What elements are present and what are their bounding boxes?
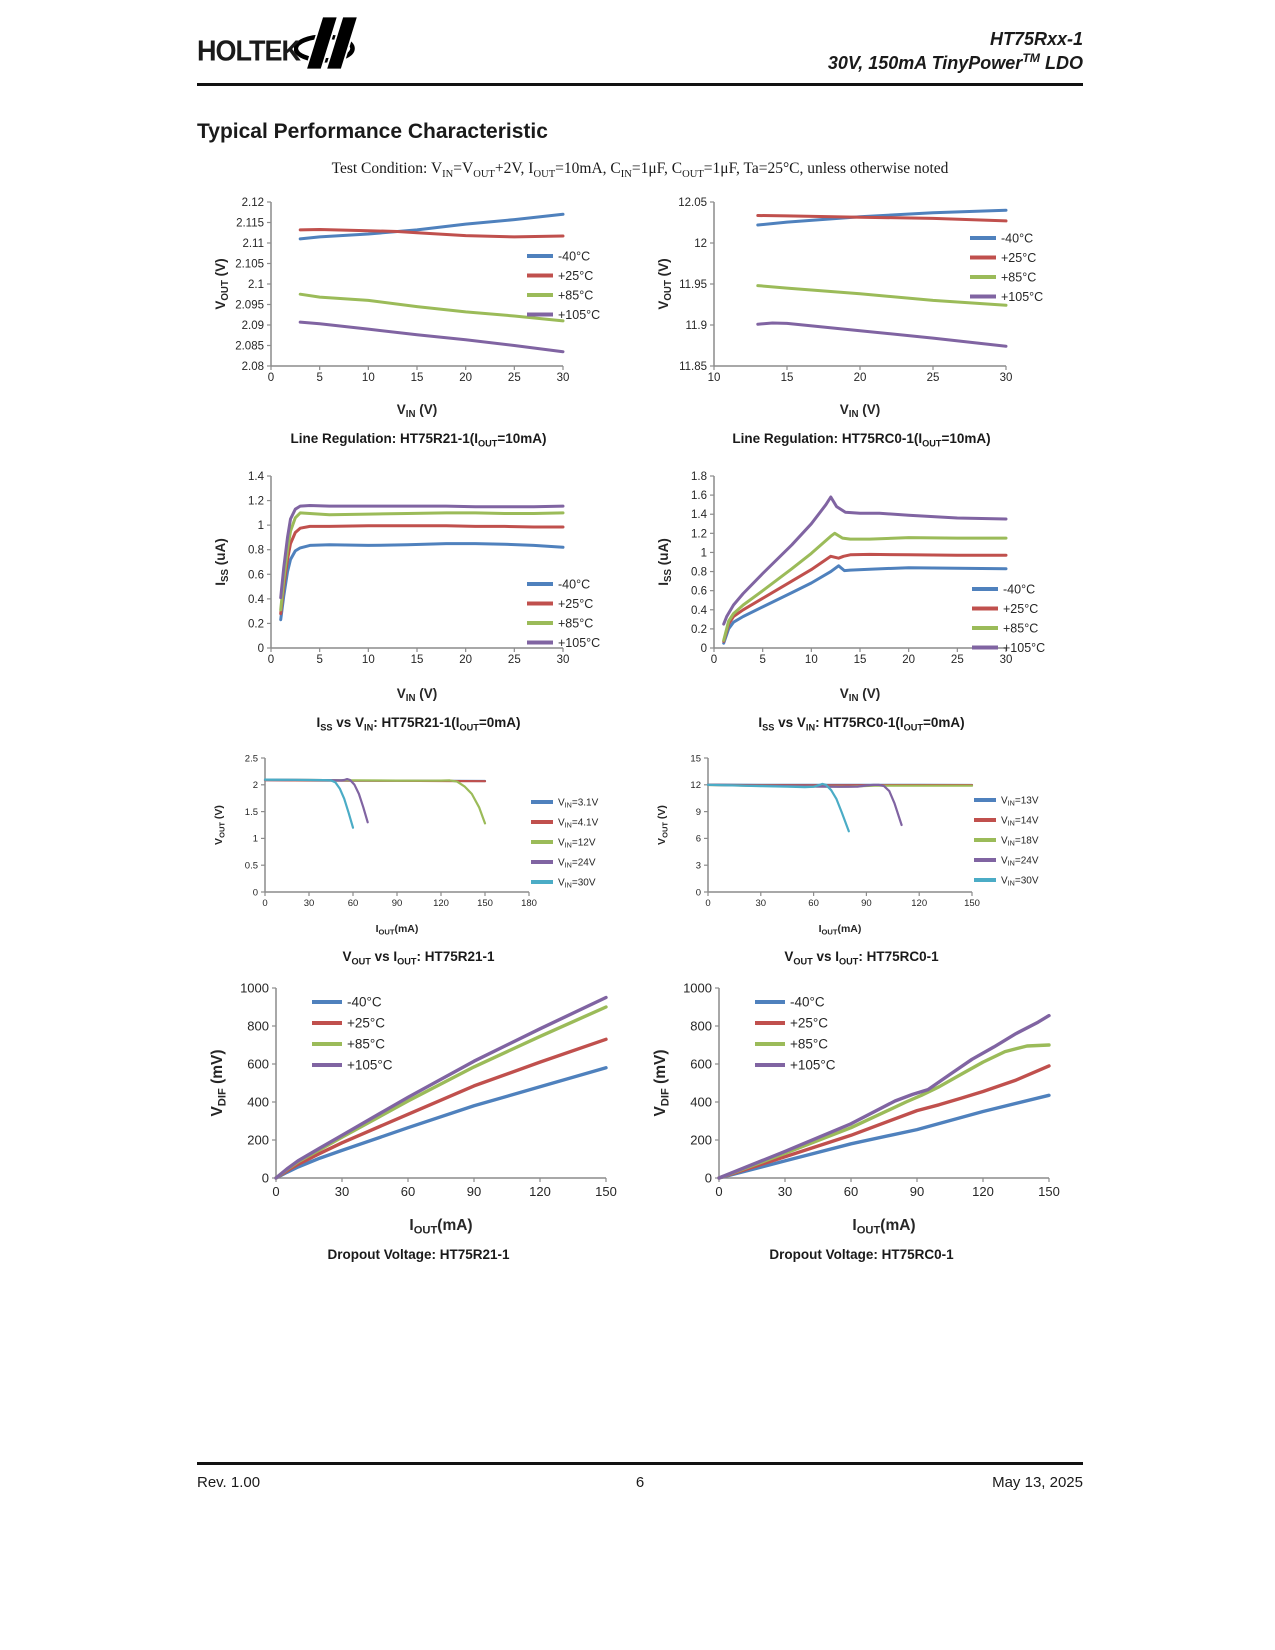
svg-text:90: 90 <box>391 898 402 910</box>
svg-text:30: 30 <box>999 372 1012 385</box>
svg-text:+25°C: +25°C <box>1002 601 1038 616</box>
svg-text:11.9: 11.9 <box>684 320 707 333</box>
svg-text:1.4: 1.4 <box>690 509 707 522</box>
chart-dropout-voltage-ht75rc0 <box>647 978 1077 1241</box>
svg-text:25: 25 <box>507 654 521 667</box>
svg-text:ISS (uA): $I_{SS}$ (uA) <box>212 538 231 586</box>
svg-text:15: 15 <box>853 654 866 667</box>
chart-caption: Line Regulation: $HT75RC0-1(I_{OUT}=10mA)$ <box>732 431 991 449</box>
svg-text:1.4: 1.4 <box>247 471 264 484</box>
svg-text:0.6: 0.6 <box>247 569 264 582</box>
chart-cell <box>197 978 640 1272</box>
svg-text:5: 5 <box>315 372 323 385</box>
svg-text:2.11: 2.11 <box>241 238 264 251</box>
svg-text:+85°C: +85°C <box>1002 621 1038 636</box>
svg-text:150: 150 <box>594 1183 617 1199</box>
chart-line-regulation-ht75r21 <box>209 192 629 425</box>
svg-text:11.95: 11.95 <box>678 279 707 292</box>
header-rule <box>197 83 1083 86</box>
svg-text:2.5: 2.5 <box>244 753 258 765</box>
chart-caption: $I_{SS}$ vs $V_{IN}$: $HT75RC0-1(I_{OUT}=0mA)$ <box>758 715 965 733</box>
svg-text:VIN (V): $V_{IN}$ (V) <box>396 402 437 420</box>
svg-text:-40°C: -40°C <box>1002 582 1035 597</box>
svg-text:1.5: 1.5 <box>244 806 258 818</box>
svg-text:+85°C: +85°C <box>1000 270 1036 285</box>
svg-text:+105°C: +105°C <box>557 307 600 322</box>
section-title: Typical Performance Characteristic <box>197 120 548 143</box>
svg-text:60: 60 <box>347 898 358 910</box>
svg-text:2.09: 2.09 <box>241 320 264 333</box>
svg-text:12.05: 12.05 <box>677 197 707 210</box>
product-subtitle: 30V, 150mA TinyPower™ LDO <box>827 50 1083 73</box>
chart-iss-vs-vin-ht75r21 <box>209 466 629 709</box>
holtek-logo-icon <box>294 14 358 77</box>
svg-text:VDIF (mV): $V_{DIF}$ (mV) <box>651 1049 671 1117</box>
svg-text:12: 12 <box>689 780 701 792</box>
svg-text:+25°C: +25°C <box>1000 250 1036 265</box>
svg-text:1.2: 1.2 <box>690 528 707 541</box>
svg-text:0.4: 0.4 <box>247 593 264 606</box>
svg-text:VIN=12V: $V_{IN}=12V$ <box>557 837 595 850</box>
svg-text:+105°C: +105°C <box>1002 640 1045 655</box>
svg-text:VOUT (V): $V_{OUT}$ (V) <box>212 805 226 845</box>
svg-text:VIN=30V: $V_{IN}=30V$ <box>557 877 595 890</box>
svg-text:0.2: 0.2 <box>690 623 707 636</box>
svg-text:25: 25 <box>926 372 939 385</box>
footer-revision: Rev. 1.00 <box>197 1474 261 1491</box>
svg-text:VIN=18V: $V_{IN}=18V$ <box>1000 835 1038 848</box>
svg-text:1: 1 <box>257 520 264 533</box>
page-footer <box>197 1462 1083 1491</box>
svg-text:5: 5 <box>758 654 766 667</box>
svg-text:0.4: 0.4 <box>690 604 707 617</box>
svg-text:2.08: 2.08 <box>241 361 264 374</box>
holtek-logo <box>197 26 358 77</box>
svg-text:IOUT(mA): $I_{OUT}(mA)$ <box>851 1217 916 1236</box>
svg-text:2: 2 <box>252 780 258 792</box>
svg-text:+25°C: +25°C <box>557 268 593 283</box>
svg-text:400: 400 <box>689 1094 712 1110</box>
svg-text:+25°C: +25°C <box>346 1015 385 1031</box>
svg-text:200: 200 <box>689 1132 712 1148</box>
svg-text:90: 90 <box>909 1183 924 1199</box>
svg-text:VIN (V): $V_{IN}$ (V) <box>396 686 437 704</box>
charts-grid <box>197 192 1083 1272</box>
svg-text:1.8: 1.8 <box>690 471 707 484</box>
svg-text:200: 200 <box>246 1132 269 1148</box>
svg-text:180: 180 <box>520 898 537 910</box>
svg-text:-40°C: -40°C <box>557 249 590 264</box>
svg-text:VOUT (V): $V_{OUT}$ (V) <box>655 805 669 845</box>
svg-text:3: 3 <box>695 860 701 872</box>
svg-text:ISS (uA): $I_{SS}$ (uA) <box>655 538 674 586</box>
svg-text:+25°C: +25°C <box>789 1015 828 1031</box>
svg-text:30: 30 <box>556 654 569 667</box>
svg-text:VOUT (V): $V_{OUT}$ (V) <box>655 258 674 310</box>
svg-text:150: 150 <box>963 898 980 910</box>
svg-text:0.6: 0.6 <box>690 585 707 598</box>
svg-text:2.095: 2.095 <box>234 299 264 312</box>
svg-text:+85°C: +85°C <box>789 1036 828 1052</box>
svg-text:0.5: 0.5 <box>244 860 258 872</box>
svg-text:2.105: 2.105 <box>234 258 264 271</box>
chart-dropout-voltage-ht75r21 <box>204 978 634 1241</box>
svg-text:10: 10 <box>707 372 720 385</box>
chart-vout-vs-iout-ht75rc0 <box>652 746 1072 943</box>
svg-text:0: 0 <box>695 887 701 899</box>
svg-text:15: 15 <box>410 654 423 667</box>
chart-caption: Dropout Voltage: HT75R21-1 <box>327 1247 510 1262</box>
svg-text:30: 30 <box>999 654 1012 667</box>
svg-text:20: 20 <box>901 654 915 667</box>
svg-text:60: 60 <box>807 898 819 910</box>
svg-text:20: 20 <box>458 372 472 385</box>
svg-text:20: 20 <box>853 372 866 385</box>
svg-text:120: 120 <box>910 898 927 910</box>
chart-caption: $I_{SS}$ vs $V_{IN}$: $HT75R21-1(I_{OUT}=0mA)$ <box>316 715 521 733</box>
svg-text:0: 0 <box>700 643 707 656</box>
svg-text:800: 800 <box>689 1018 712 1034</box>
svg-text:0: 0 <box>271 1183 280 1199</box>
svg-text:0: 0 <box>267 372 274 385</box>
svg-text:30: 30 <box>303 898 314 910</box>
svg-text:VIN=30V: $V_{IN}=30V$ <box>1000 875 1038 888</box>
svg-text:120: 120 <box>528 1183 551 1199</box>
svg-text:IOUT(mA): $I_{OUT}(mA)$ <box>818 923 861 937</box>
svg-text:30: 30 <box>556 372 569 385</box>
page-header <box>197 0 1083 77</box>
svg-text:10: 10 <box>361 372 375 385</box>
svg-text:30: 30 <box>755 898 766 910</box>
svg-text:0: 0 <box>267 654 274 667</box>
svg-text:+105°C: +105°C <box>346 1057 393 1073</box>
svg-text:IOUT(mA): $I_{OUT}(mA)$ <box>375 923 418 937</box>
svg-text:15: 15 <box>410 372 423 385</box>
svg-text:10: 10 <box>804 654 818 667</box>
test-condition: Test Condition: $V_{IN}=V_{OUT}+2V$, $I_{OUT}=10mA$, $C_{IN}=1\mu F$, $C_{OUT}=1\mu F$, Ta=25°C, unless otherwise noted <box>331 160 949 181</box>
svg-text:VIN=3.1V: $V_{IN}=3.1V$ <box>557 797 598 810</box>
svg-text:0: 0 <box>714 1183 723 1199</box>
chart-cell <box>640 466 1083 746</box>
svg-text:0: 0 <box>252 887 258 899</box>
svg-text:11.85: 11.85 <box>678 361 707 374</box>
chart-vout-vs-iout-ht75r21 <box>209 746 629 943</box>
svg-text:1.6: 1.6 <box>690 490 707 503</box>
svg-text:0: 0 <box>257 643 264 656</box>
svg-text:25: 25 <box>950 654 964 667</box>
product-name: HT75Rxx-1 <box>989 29 1083 50</box>
document-title-block <box>828 28 1083 77</box>
svg-text:+85°C: +85°C <box>346 1036 385 1052</box>
svg-text:400: 400 <box>246 1094 269 1110</box>
svg-text:25: 25 <box>507 372 521 385</box>
svg-text:2.1: 2.1 <box>247 279 264 292</box>
svg-text:12: 12 <box>693 238 707 251</box>
svg-text:0: 0 <box>704 898 711 910</box>
chart-line-regulation-ht75rc0 <box>652 192 1072 425</box>
svg-text:+105°C: +105°C <box>557 635 600 650</box>
svg-text:150: 150 <box>476 898 493 910</box>
svg-text:1: 1 <box>252 833 258 845</box>
holtek-logo-text: HOLTEK <box>197 35 300 67</box>
svg-text:+85°C: +85°C <box>557 288 593 303</box>
chart-cell <box>197 466 640 746</box>
svg-text:VDIF (mV): $V_{DIF}$ (mV) <box>208 1049 228 1117</box>
svg-text:IOUT(mA): $I_{OUT}(mA)$ <box>408 1217 473 1236</box>
svg-text:15: 15 <box>780 372 793 385</box>
svg-text:600: 600 <box>246 1056 269 1072</box>
svg-text:0: 0 <box>710 654 717 667</box>
svg-text:120: 120 <box>432 898 449 910</box>
svg-text:VIN=13V: $V_{IN}=13V$ <box>1000 795 1038 808</box>
chart-iss-vs-vin-ht75rc0 <box>652 466 1072 709</box>
svg-text:0: 0 <box>261 1170 269 1186</box>
svg-text:VIN=24V: $V_{IN}=24V$ <box>1000 855 1038 868</box>
svg-text:1: 1 <box>700 547 707 560</box>
chart-cell <box>197 746 640 978</box>
svg-text:0: 0 <box>704 1170 712 1186</box>
svg-text:VOUT (V): $V_{OUT}$ (V) <box>212 258 231 310</box>
svg-text:+105°C: +105°C <box>789 1057 836 1073</box>
svg-text:+105°C: +105°C <box>1000 289 1043 304</box>
chart-cell <box>197 192 640 466</box>
svg-text:+85°C: +85°C <box>557 616 593 631</box>
svg-text:60: 60 <box>400 1183 415 1199</box>
svg-text:2.115: 2.115 <box>235 217 264 230</box>
footer-date: May 13, 2025 <box>992 1474 1083 1491</box>
chart-cell <box>640 978 1083 1272</box>
svg-text:150: 150 <box>1037 1183 1060 1199</box>
svg-text:VIN=4.1V: $V_{IN}=4.1V$ <box>557 817 598 830</box>
svg-text:6: 6 <box>695 833 701 845</box>
svg-text:90: 90 <box>860 898 872 910</box>
svg-text:30: 30 <box>334 1183 349 1199</box>
footer-page-number: 6 <box>635 1474 645 1491</box>
svg-text:600: 600 <box>689 1056 712 1072</box>
svg-text:0.8: 0.8 <box>247 544 264 557</box>
svg-text:120: 120 <box>971 1183 994 1199</box>
svg-text:-40°C: -40°C <box>346 994 382 1010</box>
svg-text:60: 60 <box>843 1183 858 1199</box>
svg-text:0: 0 <box>261 898 268 910</box>
chart-caption: $V_{OUT}$ vs $I_{OUT}$: HT75RC0-1 <box>784 949 939 967</box>
svg-text:20: 20 <box>458 654 472 667</box>
svg-text:+25°C: +25°C <box>557 596 593 611</box>
svg-text:10: 10 <box>361 654 375 667</box>
svg-text:VIN (V): $V_{IN}$ (V) <box>839 686 880 704</box>
chart-caption: Dropout Voltage: HT75RC0-1 <box>769 1247 954 1262</box>
svg-text:800: 800 <box>246 1018 269 1034</box>
svg-text:15: 15 <box>689 753 701 765</box>
svg-text:90: 90 <box>466 1183 481 1199</box>
svg-text:5: 5 <box>315 654 323 667</box>
svg-text:1000: 1000 <box>239 980 269 996</box>
svg-text:-40°C: -40°C <box>1000 231 1033 246</box>
svg-text:-40°C: -40°C <box>557 577 590 592</box>
svg-text:1000: 1000 <box>682 980 712 996</box>
svg-text:VIN=24V: $V_{IN}=24V$ <box>557 857 595 870</box>
svg-text:30: 30 <box>777 1183 792 1199</box>
svg-text:0.8: 0.8 <box>690 566 707 579</box>
chart-cell <box>640 746 1083 978</box>
chart-cell <box>640 192 1083 466</box>
svg-text:-40°C: -40°C <box>789 994 825 1010</box>
svg-text:1.2: 1.2 <box>247 495 264 508</box>
chart-caption: $V_{OUT}$ vs $I_{OUT}$: HT75R21-1 <box>342 949 495 967</box>
chart-caption: Line Regulation: $HT75R21-1(I_{OUT}=10mA)$ <box>290 431 547 449</box>
svg-text:0.2: 0.2 <box>247 618 264 631</box>
svg-text:2.085: 2.085 <box>234 340 264 353</box>
svg-text:VIN (V): $V_{IN}$ (V) <box>839 402 880 420</box>
svg-text:2.12: 2.12 <box>241 197 264 210</box>
svg-text:9: 9 <box>695 806 701 818</box>
svg-text:VIN=14V: $V_{IN}=14V$ <box>1000 815 1038 828</box>
